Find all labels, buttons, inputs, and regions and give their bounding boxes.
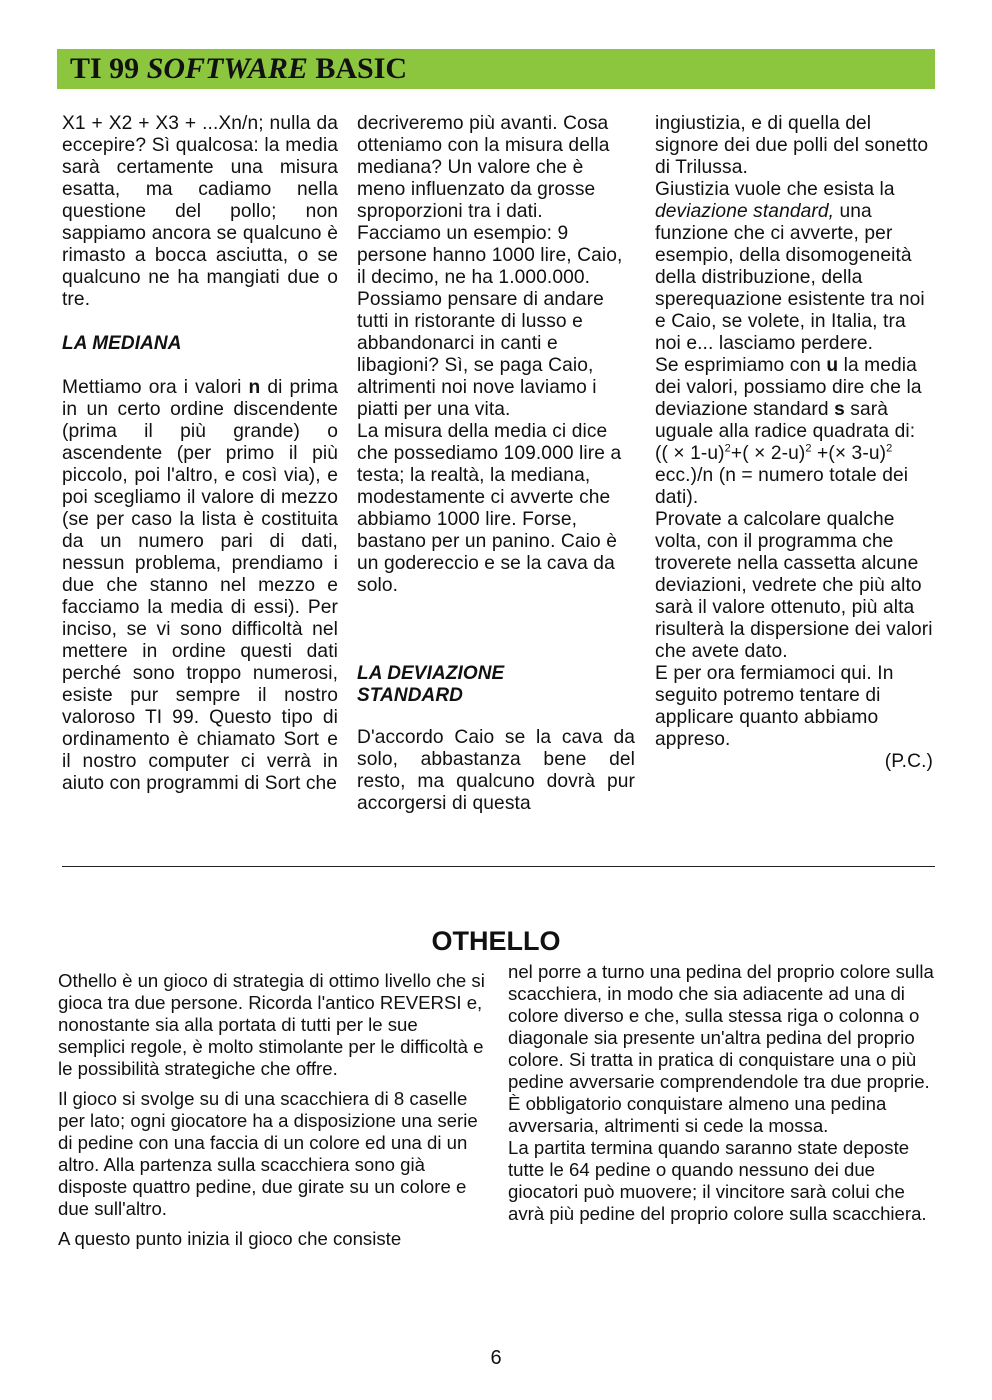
paragraph [655,355,933,443]
othello-column-left [58,970,485,1258]
text-span: Mettiamo ora i valori [62,377,249,398]
header-title-italic: SOFTWARE [146,52,308,85]
section-heading-deviazione [357,663,635,707]
page-header-title [70,52,407,86]
formula-exponent: 2 [724,442,731,455]
article-column-2 [357,113,635,815]
paragraph [655,179,933,355]
paragraph: nel porre a turno una pedina del proprio colore sulla scacchiera, in modo che sia adiacente ad una di colore diverso e che, sulla stessa riga o colonna o diagonale sia presente un'altra pedina del proprio colore. Si tratta in pratica di conquistare una o più pedine avversarie comprendendole tra due proprie. È obbligatorio conquistare almeno una pedina avversaria, altrimenti si cede la mossa. [508,961,934,1136]
text-span: sarà uguale alla radice quadrata di: [655,399,916,442]
paragraph: X1 + X2 + X3 + ...Xn/n; nulla da eccepire? Sì qualcosa: la media sarà certamente una misura esatta, ma cadiamo nella questione del pollo; non sappiamo ancora se qualcuno è rimasto a bocca asciutta, o se qualcuno ne ha mangiati due o tre. [62,113,338,310]
bold-term: u [826,355,839,376]
othello-column-right [508,961,935,1233]
article-column-3 [655,113,933,773]
header-title-post: BASIC [315,52,408,85]
paragraph: D'accordo Caio se la cava da solo, abbastanza bene del resto, ma qualcuno dovrà pur accorgersi di questa [357,727,635,814]
paragraph: ecc.)/n (n = numero totale dei dati). [655,465,909,508]
text-span: Giustizia vuole che esista la [655,179,895,200]
article-column-1 [62,113,338,795]
paragraph: Facciamo un esempio: 9 persone hanno 1000 lire, Caio, il decimo, ne ha 1.000.000. Possiamo pensare di andare tutti in ristorante di lusso e abbandonarci in canti e libagioni? Sì, se paga Caio, altrimenti noi nove laviamo i piatti per una vita. [357,223,623,420]
heading-line: STANDARD [357,685,463,706]
formula-part: +( × 2-u) [730,443,806,464]
page-number: 6 [490,1347,502,1369]
section-heading-mediana: LA MEDIANA [62,333,182,354]
bold-term: s [834,399,845,420]
othello-title: OTHELLO [431,926,561,956]
header-title-pre: TI 99 [70,52,140,85]
section-divider [62,866,935,867]
text-span: una funzione che ci avverte, per esempio, della disomogeneità della distribuzione, della sperequazione esistente tra noi e Caio, se volete, in Italia, tra noi e... lasciamo perdere. [655,201,925,354]
author-signature: (P.C.) [884,751,933,772]
paragraph: La partita termina quando saranno state deposte tutte le 64 pedine o quando nessuno dei due giocatori può muovere; il vincitore sarà colui che avrà più pedine del proprio colore sulla scacchiera. [508,1137,927,1224]
text-span: di prima in un certo ordine discendente (prima il più grande) o ascendente (per primo il più piccolo, poi l'altro, e così via), e poi scegliamo il valore di mezzo (se per caso la lista è costituita da un numero pari di dati, nessun problema, prendiamo i due che stanno nel mezzo e facciamo la media di essi). Per inciso, se vi sono difficoltà nel mettere in ordine questi dati perché sono troppo numerosi, esiste pur sempre il nostro valoroso TI 99. Questo tipo di ordinamento è chiamato Sort e il nostro computer ci verrà in aiuto con programmi di Sort che [62,377,338,794]
formula-part: (( × 1-u) [655,443,725,464]
formula-exponent: 2 [886,442,893,455]
bold-term: n [248,377,261,398]
heading-line: LA DEVIAZIONE [357,663,505,684]
paragraph: Provate a calcolare qualche volta, con il programma che troverete nella cassetta alcune deviazioni, vedrete che più alto sarà il valore ottenuto, più alta risulterà la dispersione dei valori che avete dato. [655,509,933,662]
paragraph [62,377,338,795]
paragraph: decriveremo più avanti. Cosa otteniamo con la misura della mediana? Un valore che è meno influenzato da grosse sproporzioni tra i dati. [357,113,610,222]
formula [655,443,933,465]
paragraph: E per ora fermiamoci qui. In seguito potremo tentare di applicare quanto abbiamo appreso. [655,663,894,750]
paragraph: A questo punto inizia il gioco che consiste [58,1228,402,1249]
italic-term: deviazione standard, [655,201,835,222]
paragraph: Othello è un gioco di strategia di ottimo livello che si gioca tra due persone. Ricorda l'antico REVERSI e, nonostante sia alla portata di tutti per le sue semplici regole, è molto stimolante per le difficoltà e le possibilità strategiche che offre. [58,970,485,1079]
paragraph: La misura della media ci dice che possediamo 109.000 lire a testa; la realtà, la mediana, modestamente ci avverte che abbiamo 1000 lire. Forse, bastano per un panino. Caio è un godereccio e se la cava da solo. [357,421,622,596]
text-span: la media dei valori, possiamo dire che la deviazione standard [655,355,922,420]
formula-part: +(× 3-u) [811,443,887,464]
text-span: Se esprimiamo con [655,355,827,376]
paragraph: ingiustizia, e di quella del signore dei due polli del sonetto di Trilussa. [655,113,929,178]
formula-exponent: 2 [805,442,812,455]
paragraph: Il gioco si svolge su di una scacchiera di 8 caselle per lato; ogni giocatore ha a disposizione una serie di pedine con una faccia di un colore ed una di un altro. Alla partenza sulla scacchiera sono già disposte quattro pedine, due girate su un colore e due sull'altro. [58,1088,478,1219]
